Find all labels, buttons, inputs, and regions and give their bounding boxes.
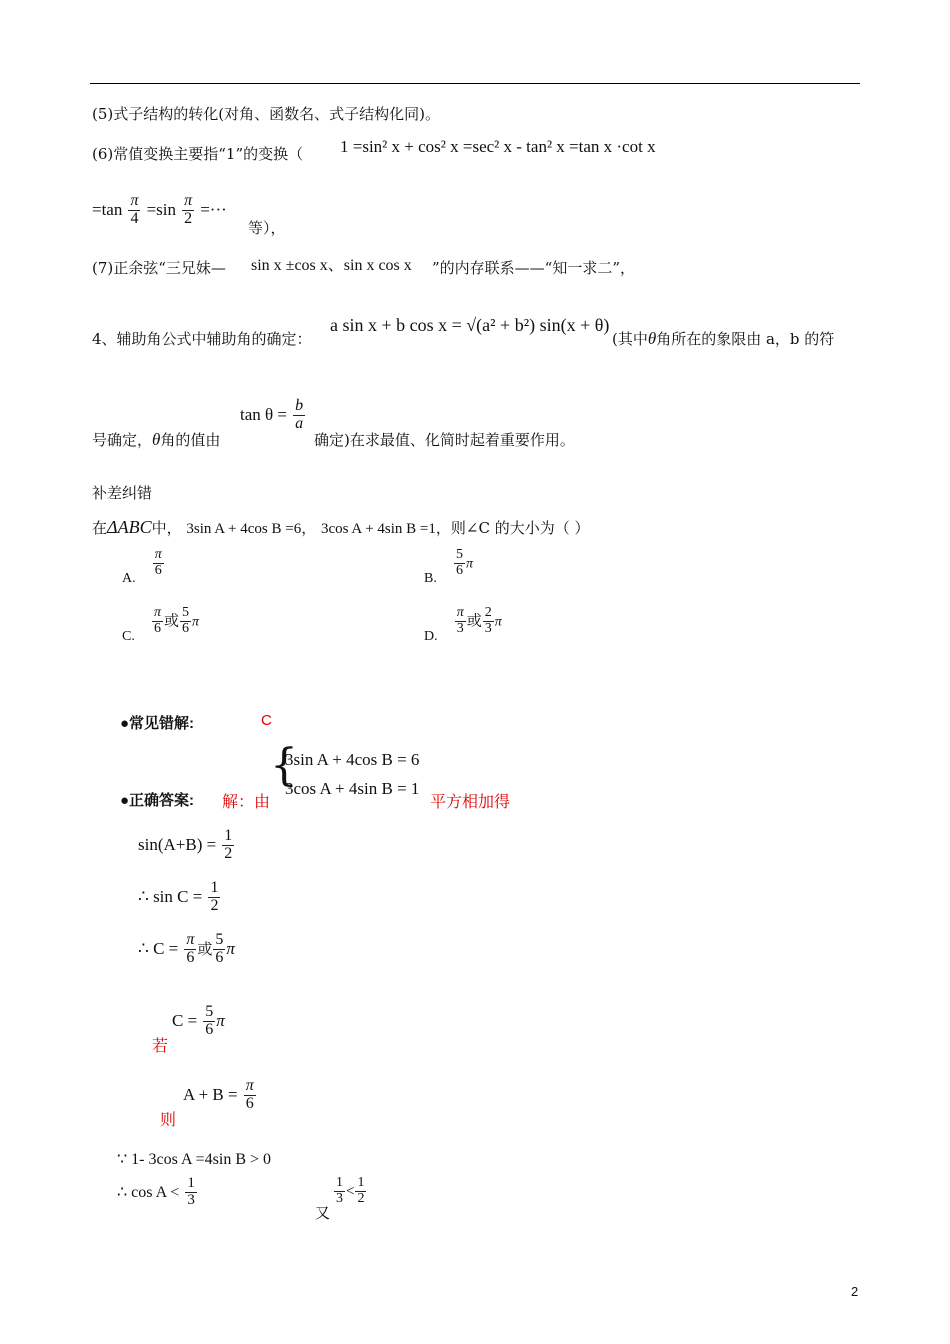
correct-answer-label: ●正确答案: [120, 792, 195, 809]
section-4-formula: a sin x + b cos x = √(a² + b²) sin(x + θ) [330, 315, 610, 335]
item-5: (5)式子结构的转化(对角、函数名、式子结构化同)。 [92, 105, 440, 123]
option-c[interactable]: C. $\frac{\pi}{6}$ 或 $\frac{5}{6}$ π [122, 605, 199, 644]
item-6-tail: 等）， [248, 219, 286, 237]
item-6-formula: 1 =sin² x + cos² x =sec² x - tan² x =tan x ·cot x [340, 137, 656, 156]
fraction-pi-2: $\frac{\pi}{2}$ [184, 192, 193, 227]
header-rule [90, 83, 860, 84]
item-6-line2 [92, 193, 227, 228]
therefore-line: ∴ cos A < $\frac{1}{3}$ [117, 1175, 195, 1208]
tan-theta-definition: tan θ = $\frac{b}{a}$ [240, 397, 304, 432]
tan-text: =tan [92, 199, 123, 219]
option-d-fraction-2: $\frac{2}{3}$ [484, 605, 492, 636]
option-d[interactable]: D. $\frac{\pi}{3}$ 或 $\frac{2}{3}$ π [424, 605, 502, 644]
solution-prefix: 解：由 [222, 794, 271, 811]
option-b-fraction: $\frac{5}{6}$ [455, 547, 463, 578]
then-label: 则 [160, 1112, 177, 1129]
option-d-fraction-1: $\frac{\pi}{3}$ [456, 605, 464, 636]
step-3: ∴ C = $\frac{\pi}{6}$ 或 $\frac{5}{6}$ π [138, 931, 235, 966]
option-b[interactable]: B. $\frac{5}{6}$ π [424, 547, 473, 586]
page-number: 2 [851, 1284, 859, 1299]
if-label: 若 [152, 1038, 169, 1055]
system-equation-1: 3sin A + 4cos B = 6 [285, 750, 420, 769]
section-4-line2-c: 确定)在求最值、化简时起着重要作用。 [314, 431, 575, 449]
then-expression: A + B = $\frac{\pi}{6}$ [183, 1077, 254, 1112]
section-4-label: 4、辅助角公式中辅助角的确定： [92, 330, 312, 348]
common-error-label: ●常见错解: [120, 715, 195, 732]
system-equation-2: 3cos A + 4sin B = 1 [285, 779, 420, 798]
step-2: ∴ sin C = $\frac{1}{2}$ [138, 879, 219, 914]
option-c-fraction-2: $\frac{5}{6}$ [181, 605, 189, 636]
step-1: sin(A+B) = $\frac{1}{2}$ [138, 827, 233, 862]
common-error-value: C [261, 712, 272, 729]
item-7-formula: sin x ±cos x、sin x cos x [251, 257, 412, 274]
sin-text: =sin [146, 199, 176, 219]
if-expression: C = $\frac{5}{6}$ π [172, 1003, 225, 1038]
because-line: ∵ 1- 3cos A =4sin B > 0 [117, 1151, 272, 1168]
item-7-tail: ”的内存联系——“知一求二”， [432, 259, 636, 277]
item-6-prefix: (6)常值变换主要指“1”的变换（ [92, 145, 304, 163]
system-brace: { [270, 740, 298, 791]
fraction-pi-4: $\frac{\pi}{4}$ [130, 192, 139, 227]
item-7-prefix: (7)正余弦“三兄妹— [92, 259, 226, 277]
system-tail: 平方相加得 [430, 794, 511, 811]
option-a-fraction: $\frac{\pi}{6}$ [154, 547, 162, 578]
also-label: 又 [315, 1204, 331, 1222]
option-a[interactable]: A. $\frac{\pi}{6}$ [122, 547, 162, 586]
ellipsis-text: =··· [200, 199, 227, 219]
section-heading: 补差纠错 [92, 484, 153, 502]
also-inequality: $\frac{1}{3}$ < $\frac{1}{2}$ [336, 1175, 365, 1206]
question-text: 在ΔABC中， 3sin A + 4cos B =6， 3cos A + 4sin B =1，则∠C 的大小为（ ） [92, 517, 590, 537]
option-c-fraction-1: $\frac{\pi}{6}$ [153, 605, 161, 636]
fraction-b-a: $\frac{b}{a}$ [295, 397, 304, 432]
section-4-tail: (其中θ角所在的象限由 a，b 的符 [612, 329, 835, 348]
section-4-line2-a: 号确定，θ角的值由 [92, 430, 221, 449]
